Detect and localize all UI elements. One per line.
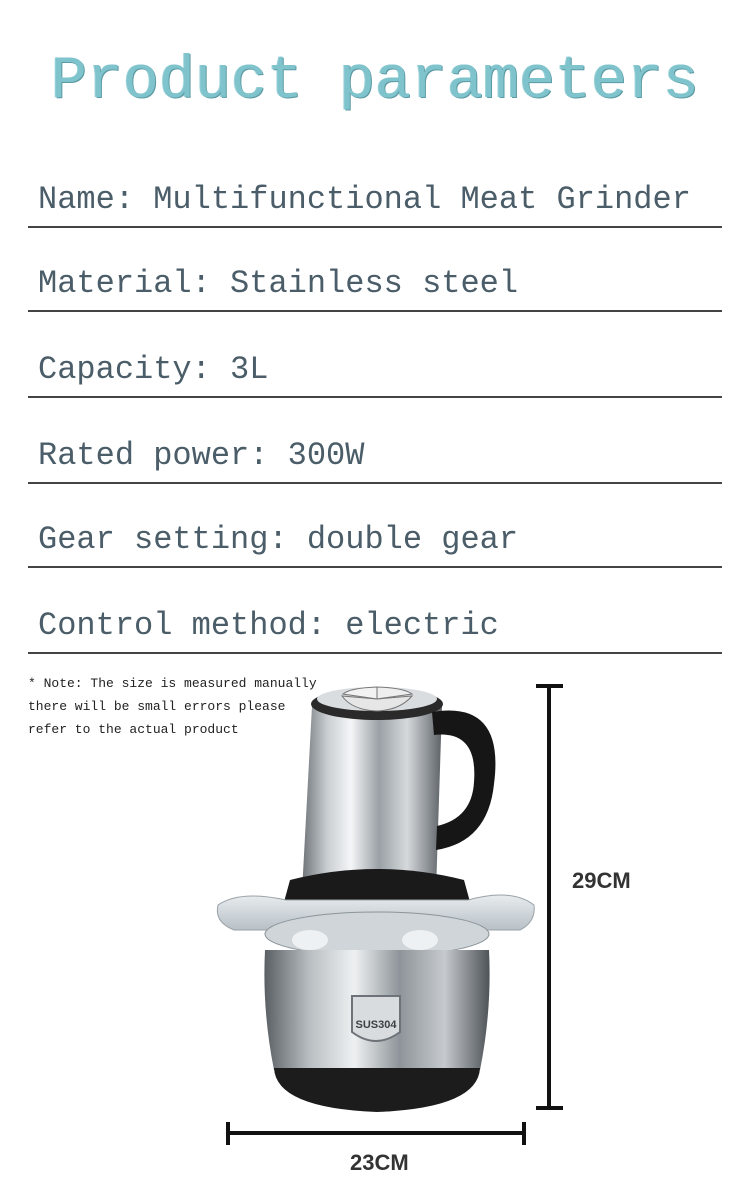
- bowl-lid: [217, 895, 534, 956]
- badge-text: SUS304: [355, 1019, 397, 1031]
- param-gear-text: Gear setting: double gear: [38, 521, 519, 558]
- handle: [432, 711, 495, 851]
- param-material-text: Material: Stainless steel: [38, 265, 519, 302]
- height-label: 29CM: [572, 868, 631, 893]
- page-title: Product parameters: [50, 48, 700, 116]
- width-dimension-line: [228, 1122, 524, 1145]
- param-power-text: Rated power: 300W: [38, 437, 365, 474]
- size-note: * Note: The size is measured manually there will be small errors please refer to the actual product: [28, 676, 317, 737]
- param-control-text: Control method: electric: [38, 607, 499, 644]
- param-name-text: Name: Multifunctional Meat Grinder: [38, 181, 691, 218]
- width-label: 23CM: [350, 1150, 409, 1175]
- height-dimension-line: [536, 686, 563, 1108]
- param-capacity-text: Capacity: 3L: [38, 351, 269, 388]
- sus304-badge: [352, 996, 400, 1041]
- motor-housing: [302, 687, 443, 892]
